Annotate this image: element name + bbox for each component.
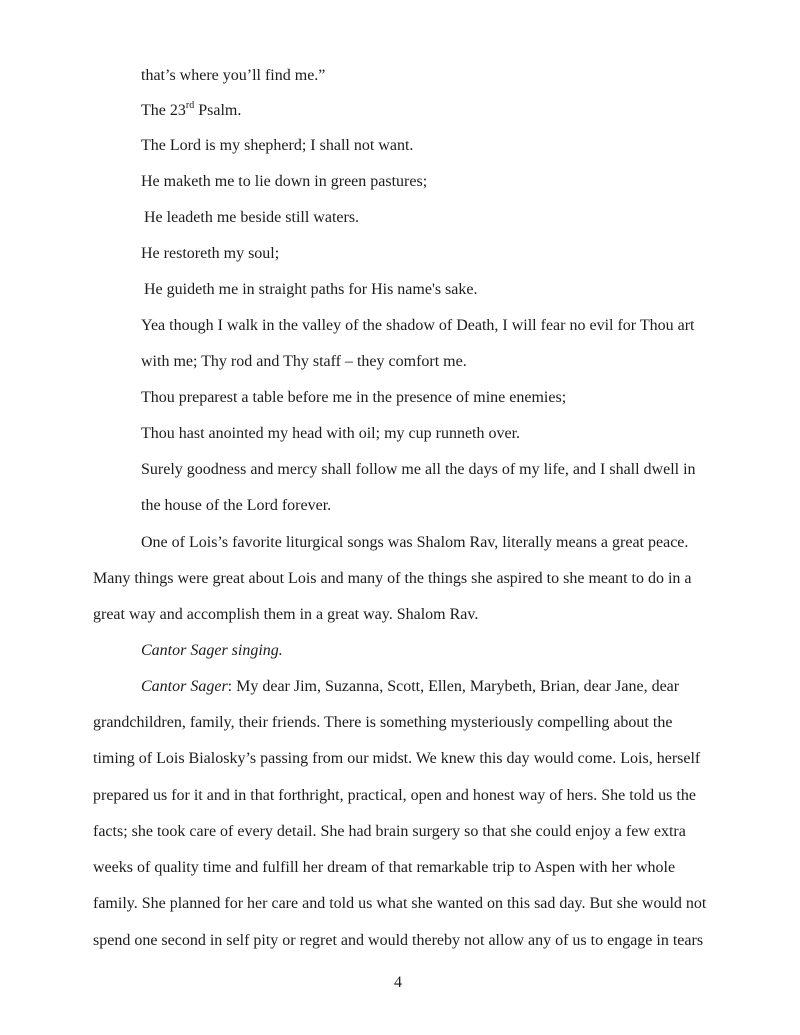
text-line: that’s where you’ll find me.” xyxy=(141,67,326,84)
psalm-heading-superscript: rd xyxy=(185,99,195,111)
psalm-verse: the house of the Lord forever. xyxy=(141,497,332,514)
speaker-name: Cantor Sager xyxy=(141,678,228,695)
psalm-verse: The Lord is my shepherd; I shall not want. xyxy=(141,137,414,154)
paragraph-line: family. She planned for her care and told us what she wanted on this sad day. But she would not xyxy=(93,895,707,912)
psalm-verse: Yea though I walk in the valley of the shadow of Death, I will fear no evil for Thou art xyxy=(141,317,695,334)
psalm-verse: with me; Thy rod and Thy staff – they comfort me. xyxy=(141,353,467,370)
page-number: 4 xyxy=(394,974,402,991)
psalm-verse: He restoreth my soul; xyxy=(141,245,280,262)
paragraph-line: One of Lois’s favorite liturgical songs was Shalom Rav, literally means a great peace. xyxy=(141,534,689,551)
psalm-heading-text-end: Psalm. xyxy=(194,102,242,119)
psalm-verse: Thou hast anointed my head with oil; my cup runneth over. xyxy=(141,425,521,442)
paragraph-line: facts; she took care of every detail. She had brain surgery so that she could enjoy a few extra xyxy=(93,823,686,840)
paragraph-line: spend one second in self pity or regret and would thereby not allow any of us to engage in tears xyxy=(93,932,704,949)
psalm-heading xyxy=(141,101,241,121)
paragraph-line: grandchildren, family, their friends. There is something mysteriously compelling about the xyxy=(93,714,673,731)
paragraph-line: Many things were great about Lois and many of the things she aspired to she meant to do in a xyxy=(93,570,692,587)
speaker-text: : My dear Jim, Suzanna, Scott, Ellen, Marybeth, Brian, dear Jane, dear xyxy=(227,678,680,695)
paragraph-line: great way and accomplish them in a great way. Shalom Rav. xyxy=(93,606,479,623)
psalm-verse: He maketh me to lie down in green pastures; xyxy=(141,173,428,190)
psalm-verse: He leadeth me beside still waters. xyxy=(144,209,360,226)
psalm-verse: Surely goodness and mercy shall follow me all the days of my life, and I shall dwell in xyxy=(141,461,696,478)
stage-direction: Cantor Sager singing. xyxy=(141,642,283,659)
psalm-verse: Thou preparest a table before me in the presence of mine enemies; xyxy=(141,389,567,406)
psalm-verse: He guideth me in straight paths for His name's sake. xyxy=(144,281,478,298)
paragraph-line: weeks of quality time and fulfill her dream of that remarkable trip to Aspen with her whole xyxy=(93,859,676,876)
paragraph-line: prepared us for it and in that forthright, practical, open and honest way of hers. She told us the xyxy=(93,787,696,804)
psalm-heading-text: The 23 xyxy=(141,102,186,119)
speaker-line xyxy=(141,677,679,697)
paragraph-line: timing of Lois Bialosky’s passing from our midst. We knew this day would come. Lois, herself xyxy=(93,750,701,767)
